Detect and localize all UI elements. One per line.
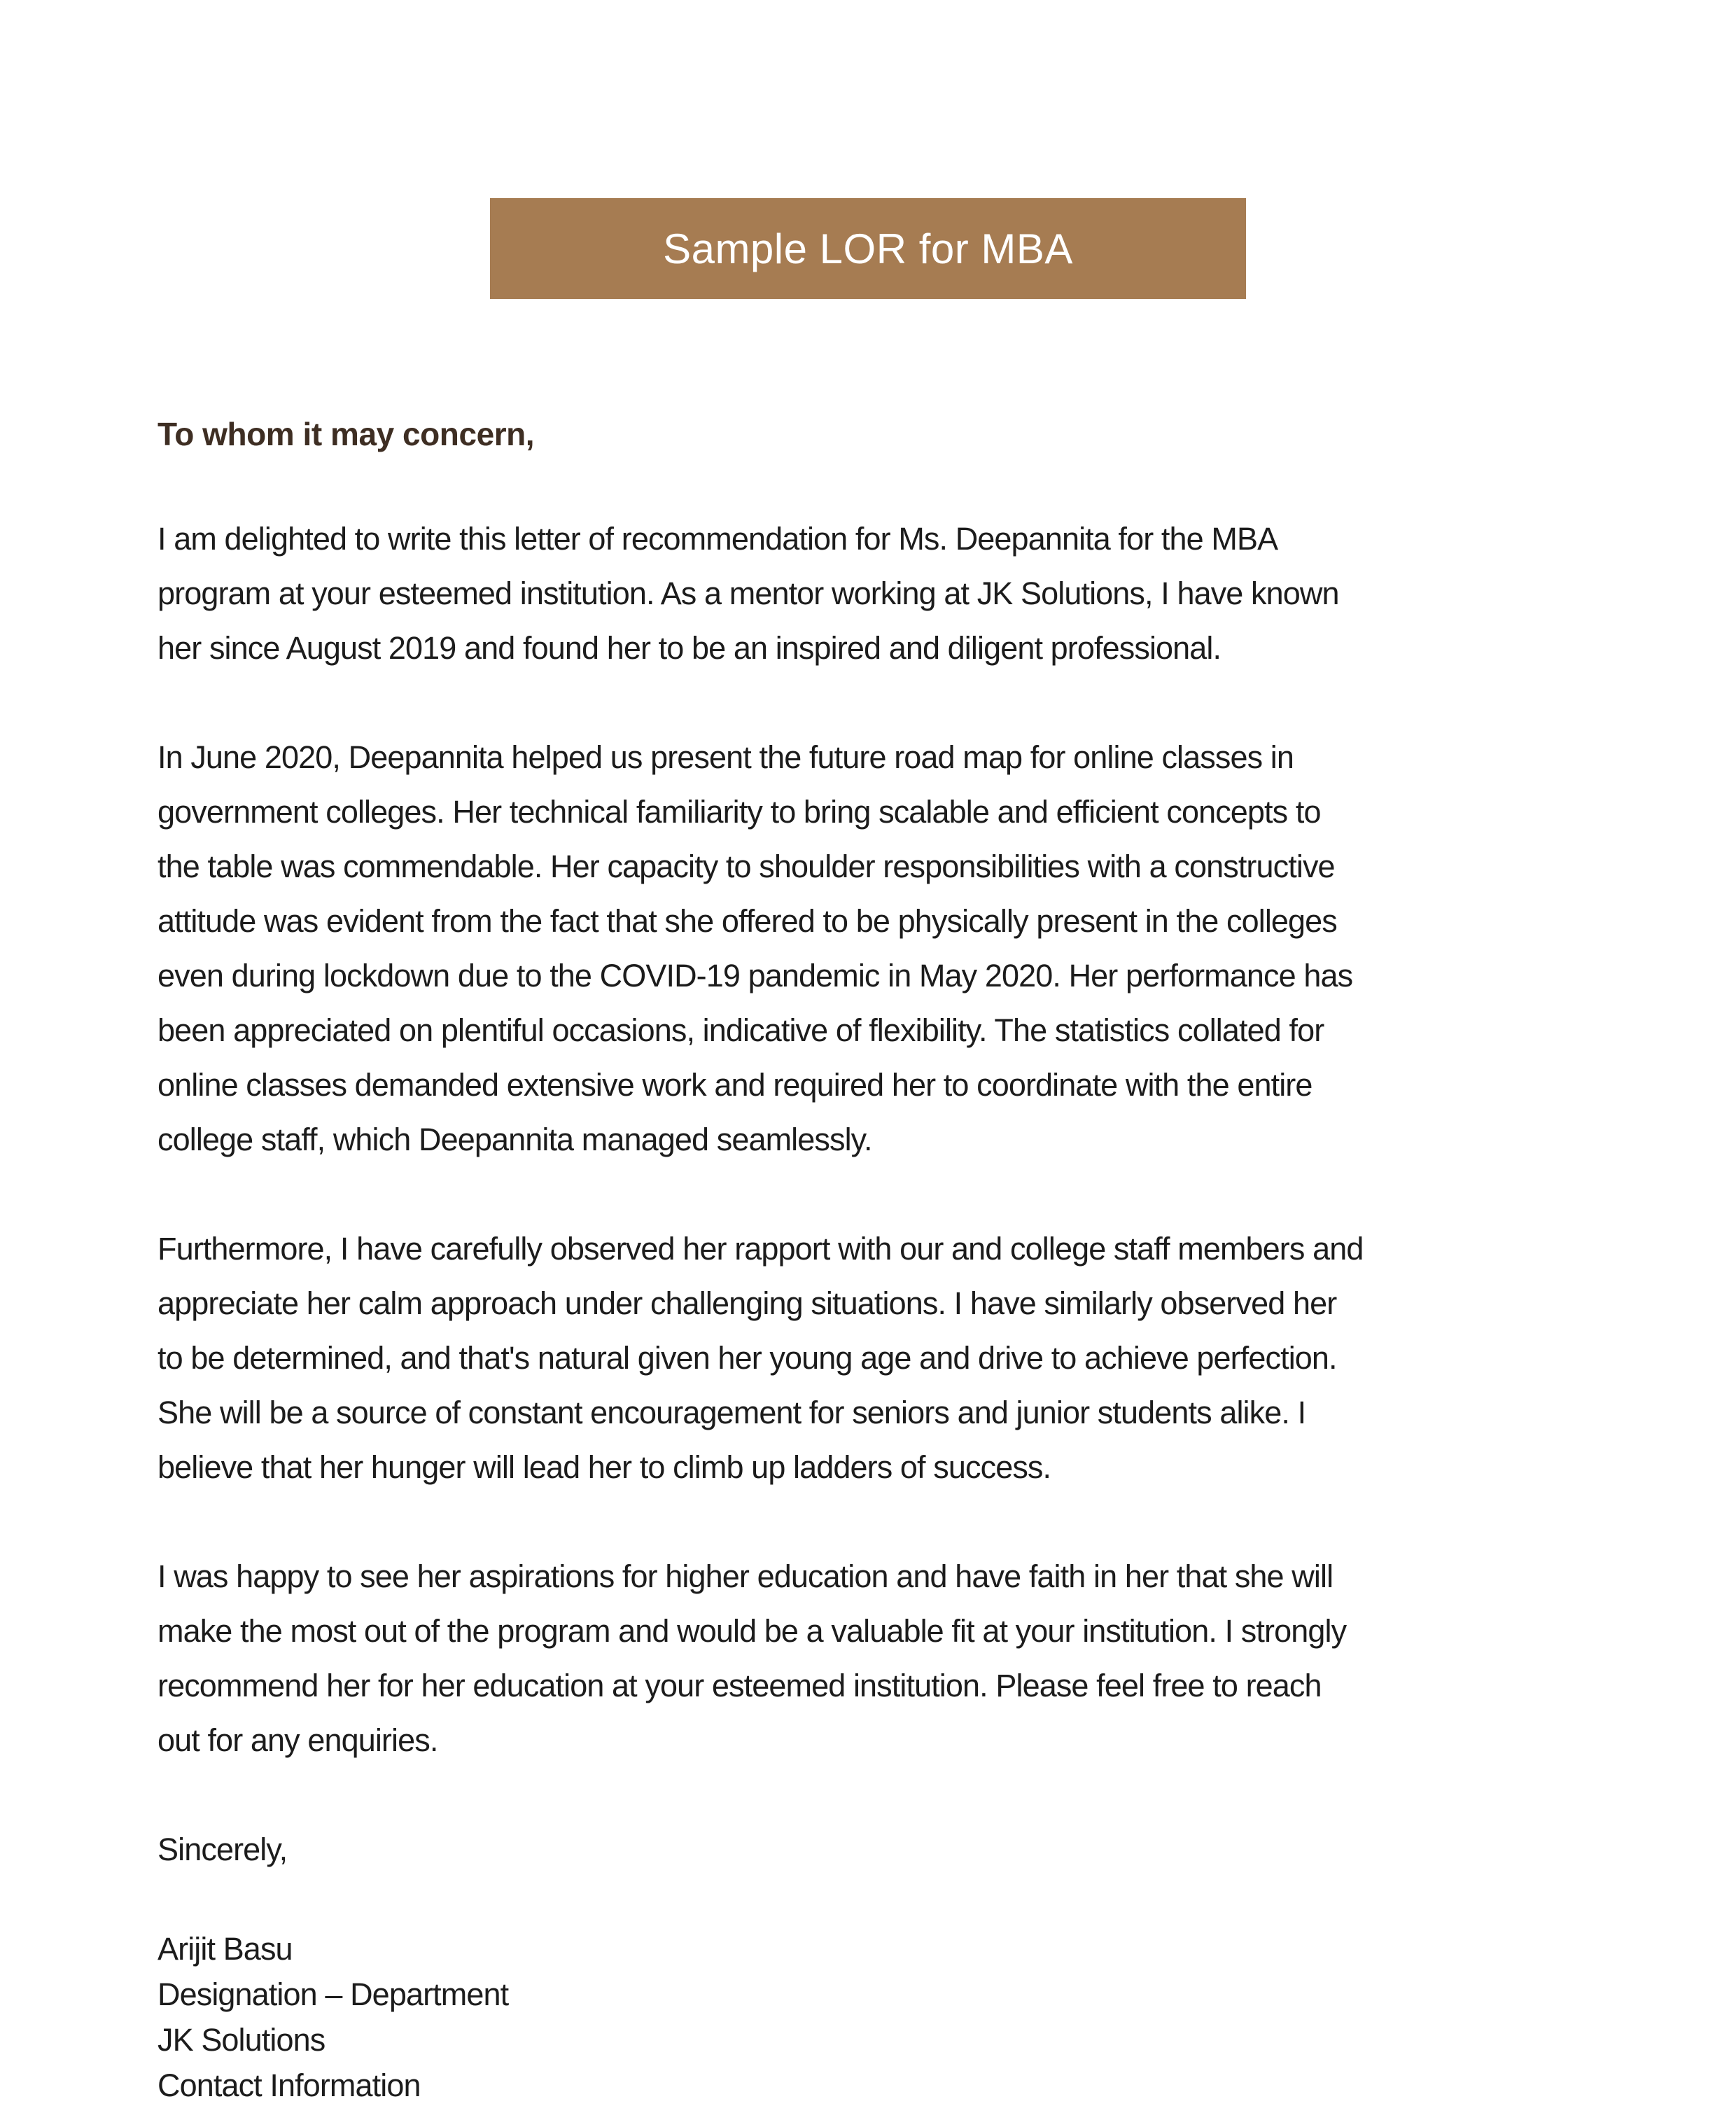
text-line: make the most out of the program and would be a valuable fit at your institution. I strongly [158,1613,1347,1649]
paragraph [158,512,1578,676]
text-line: program at your esteemed institution. As a mentor working at JK Solutions, I have known [158,576,1339,611]
title-banner [490,198,1246,299]
signature-block [158,1926,1578,2108]
text-line: In June 2020, Deepannita helped us present the future road map for online classes in [158,739,1294,775]
paragraph [158,1549,1578,1768]
letter-content [158,415,1578,2108]
salutation: To whom it may concern, [158,416,535,452]
signature-line: Designation – Department [158,1976,509,2012]
text-line: college staff, which Deepannita managed seamlessly. [158,1122,872,1157]
page-title: Sample LOR for MBA [663,225,1073,272]
text-line: appreciate her calm approach under challenging situations. I have similarly observed her [158,1285,1337,1321]
text-line: online classes demanded extensive work and required her to coordinate with the entire [158,1067,1312,1103]
letter-body [158,512,1578,1768]
text-line: her since August 2019 and found her to be an inspired and diligent professional. [158,630,1222,666]
text-line: out for any enquiries. [158,1722,438,1758]
text-line: been appreciated on plentiful occasions, indicative of flexibility. The statistics collated for [158,1012,1324,1048]
paragraph [158,1222,1578,1495]
text-line: She will be a source of constant encouragement for seniors and junior students alike. I [158,1395,1306,1430]
text-line: even during lockdown due to the COVID-19 pandemic in May 2020. Her performance has [158,958,1353,993]
text-line: government colleges. Her technical familiarity to bring scalable and efficient concepts to [158,794,1321,830]
text-line: I was happy to see her aspirations for higher education and have faith in her that she will [158,1558,1334,1594]
text-line: recommend her for her education at your esteemed institution. Please feel free to reach [158,1668,1322,1703]
signature-line: Contact Information [158,2067,421,2103]
text-line: attitude was evident from the fact that she offered to be physically present in the colleges [158,903,1337,939]
text-line: believe that her hunger will lead her to climb up ladders of success. [158,1449,1051,1485]
text-line: to be determined, and that's natural given her young age and drive to achieve perfection. [158,1340,1337,1376]
signature-line: Arijit Basu [158,1931,293,1967]
closing: Sincerely, [158,1832,288,1867]
signature-line: JK Solutions [158,2022,326,2058]
text-line: Furthermore, I have carefully observed her rapport with our and college staff members and [158,1231,1364,1267]
text-line: the table was commendable. Her capacity to shoulder responsibilities with a constructive [158,849,1335,884]
text-line: I am delighted to write this letter of recommendation for Ms. Deepannita for the MBA [158,521,1278,557]
paragraph [158,730,1578,1167]
